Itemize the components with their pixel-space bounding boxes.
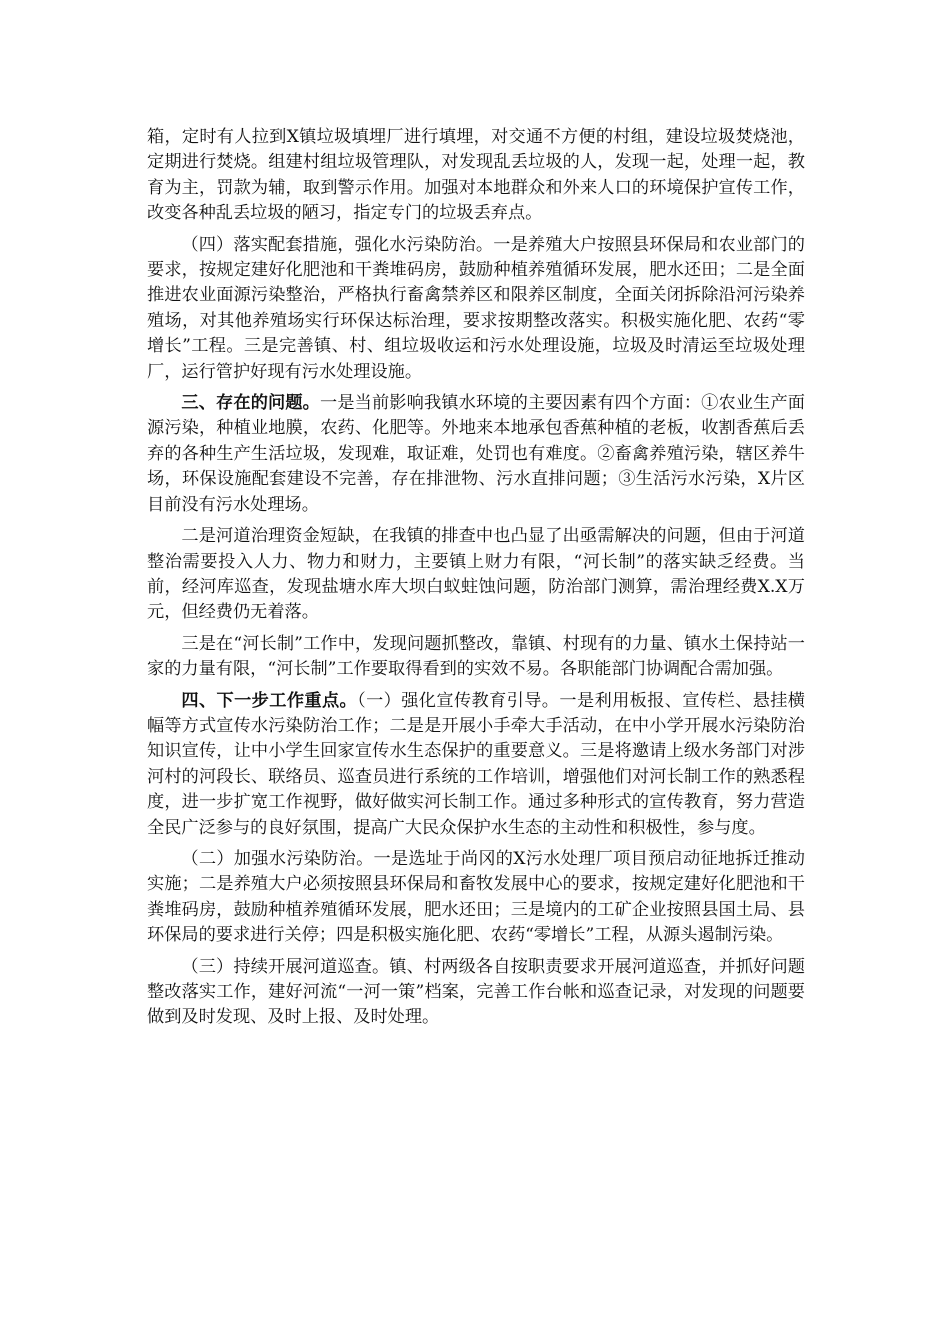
paragraph-text: 一是当前影响我镇水环境的主要因素有四个方面：①农业生产面源污染，种植业地膜，农药、化肥等。外地来本地承包香蕉种植的老板，收割香蕉后丢弃的各种生产生活垃圾，发现难，取证难，处罚也有难度。②畜禽养殖污染，辖区养牛场，环保设施配套建设不完善，存在排泄物、污水直排问题；③生活污水污染，X片区目前没有污水处理场。 [147,393,805,515]
paragraph-garbage-disposal: 箱，定时有人拉到X镇垃圾填埋厂进行填埋，对交通不方便的村组，建设垃圾焚烧池，定期进行焚烧。组建村组垃圾管理队，对发现乱丢垃圾的人，发现一起，处理一起，教育为主，罚款为辅，取到警示作用。加强对本地群众和外来人口的环境保护宣传工作，改变各种乱丢垃圾的陋习，指定专门的垃圾丢弃点。 [147,127,805,224]
paragraph-pollution-prevention: （二）加强水污染防治。一是选址于尚冈的X污水处理厂项目预启动征地拆迁推动实施；二是养殖大户必须按照县环保局和畜牧发展中心的要求，按规定建好化肥池和干粪堆码房，鼓励种植养殖循环发展，肥水还田；三是境内的工矿企业按照县国土局、县环保局的要求进行关停；四是积极实施化肥、农药“零增长”工程，从源头遏制污染。 [147,848,805,946]
document-page [147,125,805,1037]
paragraph-funding-shortage: 二是河道治理资金短缺，在我镇的排查中也凸显了出亟需解决的问题，但由于河道整治需要投入人力、物力和财力，主要镇上财力有限，“河长制”的落实缺乏经费。当前，经河库巡查，发现盐塘水库大坝白蚁蛀蚀问题，防治部门测算，需治理经费X.X万元，但经费仍无着落。 [147,526,805,623]
paragraph-water-pollution-measures: （四）落实配套措施，强化水污染防治。一是养殖大户按照县环保局和农业部门的要求，按规定建好化肥池和干粪堆码房，鼓励种植养殖循环发展，肥水还田；二是全面推进农业面源污染整治，严格执行畜禽禁养区和限养区制度，全面关闭拆除沿河污染养殖场，对其他养殖场实行环保达标治理，要求按期整改落实。积极实施化肥、农药“零增长”工程。三是完善镇、村、组垃圾收运和污水处理设施，垃圾及时清运至垃圾处理厂，运行管护好现有污水处理设施。 [147,234,805,382]
section-heading-problems: 三、存在的问题。 [181,393,320,414]
paragraph-existing-problems [147,391,805,518]
paragraph-text: （一）强化宣传教育引导。一是利用板报、宣传栏、悬挂横幅等方式宣传水污染防治工作；二是是开展小手牵大手活动，在中小学开展水污染防治知识宣传，让中小学生回家宣传水生态保护的重要意义。三是将邀请上级水务部门对涉河村的河段长、联络员、巡查员进行系统的工作培训，增强他们对河长制工作的熟悉程度，进一步扩宽工作视野，做好做实河长制工作。通过多种形式的宣传教育，努力营造全民广泛参与的良好氛围，提高广大民众保护水生态的主动性和积极性，参与度。 [147,690,805,838]
paragraph-next-steps [147,689,805,841]
paragraph-river-patrol: （三）持续开展河道巡查。镇、村两级各自按职责要求开展河道巡查，并抓好问题整改落实工作，建好河流“一河一策”档案，完善工作台帐和巡查记录，对发现的问题要做到及时发现、及时上报、及时处理。 [147,956,805,1028]
paragraph-limited-capacity: 三是在“河长制”工作中，发现问题抓整改，靠镇、村现有的力量、镇水土保持站一家的力量有限，“河长制”工作要取得看到的实效不易。各职能部门协调配合需加强。 [147,633,805,680]
section-heading-next-steps: 四、下一步工作重点。 [181,690,358,711]
